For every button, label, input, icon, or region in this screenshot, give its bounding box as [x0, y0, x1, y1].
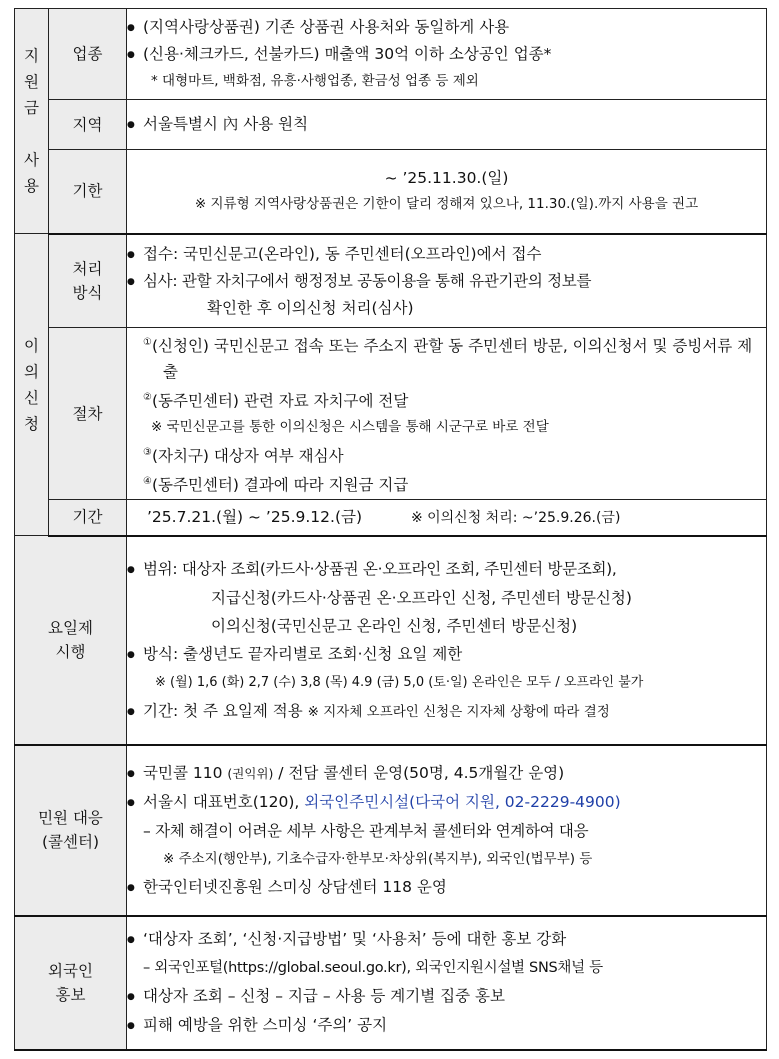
- cell-complaint: [127, 745, 767, 916]
- weekday-method-note: ※ (월) 1,6 (화) 2,7 (수) 3,8 (목) 4.9 (금) 5,0 (토·일) 온라인은 모두 / 오프라인 불가: [155, 674, 644, 690]
- section-label-objection: 이 의 신 청: [15, 234, 49, 536]
- row-processing: [15, 234, 767, 328]
- procedure-step-2-note: ※ 국민신문고를 통한 이의신청은 시스템을 통해 시군구로 바로 전달: [151, 418, 549, 435]
- step-4-number: ④: [143, 475, 152, 487]
- procedure-step-1: [127, 330, 766, 385]
- weekday-scope-line-2: 지급신청(카드사·상품권 온·오프라인 신청, 주민센터 방문신청): [211, 588, 632, 607]
- step-1-number: ①: [143, 336, 152, 348]
- row-procedure: [15, 328, 767, 500]
- row-region: [15, 100, 767, 150]
- section-label-foreigner: 외국인 홍보: [15, 916, 127, 1050]
- row-foreigner: [15, 916, 767, 1050]
- procedure-step-3: [127, 440, 766, 469]
- weekday-scope-line-3: 이의신청(국민신문고 온라인 신청, 주민센터 방문신청): [211, 616, 578, 635]
- label-processing: 처리 방식: [49, 234, 127, 328]
- period-value: ’25.7.21.(월) ~ ’25.9.12.(금): [147, 507, 363, 526]
- complaint-item-2-a: 서울시 대표번호(120),: [143, 792, 300, 811]
- label-region: 지역: [49, 100, 127, 150]
- step-3-text: (자치구) 대상자 여부 재심사: [151, 446, 344, 465]
- weekday-scope: ● 범위: 대상자 조회(카드사·상품권 온·오프라인 조회, 주민센터 방문조회),: [127, 555, 766, 584]
- cell-processing: [127, 234, 767, 328]
- processing-item-1: ● 접수: 국민신문고(온라인), 동 주민센터(오프라인)에서 접수: [127, 241, 766, 268]
- cell-period: [127, 500, 767, 536]
- deadline-value: ~ ’25.11.30.(일): [384, 169, 509, 188]
- label-period: 기간: [49, 500, 127, 536]
- complaint-item-1: [127, 759, 766, 788]
- complaint-item-1-small: (권익위): [227, 765, 274, 781]
- row-industry: [15, 9, 767, 100]
- info-table: [14, 8, 767, 1051]
- procedure-step-4: [127, 469, 766, 498]
- complaint-item-2-blue: 외국인주민시설(다국어 지원, 02-2229-4900): [304, 792, 621, 811]
- section-label-weekday: 요일제 시행: [15, 536, 127, 745]
- foreigner-item-1: ● ‘대상자 조회’, ‘신청·지급방법’ 및 ‘사용처’ 등에 대한 홍보 강화: [127, 925, 766, 954]
- label-procedure: 절차: [49, 328, 127, 500]
- industry-note: * 대형마트, 백화점, 유흥·사행업종, 환금성 업종 등 제외: [151, 73, 479, 89]
- complaint-item-3: ● 한국인터넷진흥원 스미싱 상담센터 118 운영: [127, 873, 766, 902]
- industry-item-1: ● (지역사랑상품권) 기존 상품권 사용처와 동일하게 사용: [127, 14, 766, 41]
- row-period: [15, 500, 767, 536]
- cell-region: [127, 100, 767, 150]
- cell-weekday: [127, 536, 767, 745]
- weekday-period-text: 기간: 첫 주 요일제 적용: [143, 701, 303, 720]
- step-2-number: ②: [143, 391, 152, 403]
- processing-item-2: ● 심사: 관할 자치구에서 행정정보 공동이용을 통해 유관기관의 정보를: [127, 268, 766, 295]
- industry-item-2: ● (신용·체크카드, 선불카드) 매출액 30억 이하 소상공인 업종*: [127, 41, 766, 68]
- step-1-text: (신청인) 국민신문고 접속 또는 주소지 관할 동 주민센터 방문, 이의신청서 및 증빙서류 제출: [151, 336, 753, 381]
- cell-procedure: [127, 328, 767, 500]
- step-4-text: (동주민센터) 결과에 따라 지원금 지급: [151, 475, 409, 494]
- foreigner-item-2: ● 대상자 조회 – 신청 – 지급 – 사용 등 계기별 집중 홍보: [127, 982, 766, 1011]
- processing-item-2-cont: 확인한 후 이의신청 처리(심사): [207, 298, 414, 317]
- step-2-text: (동주민센터) 관련 자료 자치구에 전달: [151, 391, 409, 410]
- complaint-item-1-a: 국민콜 110: [143, 763, 223, 782]
- row-weekday: [15, 536, 767, 745]
- period-note: ※ 이의신청 처리: ~’25.9.26.(금): [410, 509, 621, 526]
- row-deadline: [15, 150, 767, 234]
- row-complaint: [15, 745, 767, 916]
- complaint-item-2: [127, 788, 766, 817]
- foreigner-item-1-dash: – 외국인포털(https://global.seoul.go.kr), 외국인지원시설별 SNS채널 등: [143, 960, 603, 976]
- section-label-support-usage: 지 원 금 사 용: [15, 9, 49, 234]
- weekday-method: ● 방식: 출생년도 끝자리별로 조회·신청 요일 제한: [127, 640, 766, 669]
- procedure-step-2: [127, 385, 766, 414]
- step-3-number: ③: [143, 446, 152, 458]
- label-deadline: 기한: [49, 150, 127, 234]
- label-industry: 업종: [49, 9, 127, 100]
- complaint-item-2-dash: – 자체 해결이 어려운 세부 사항은 관계부처 콜센터와 연계하여 대응: [143, 821, 589, 840]
- weekday-period-note: ※ 지자체 오프라인 신청은 지자체 상황에 따라 결정: [307, 703, 610, 720]
- section-label-complaint: 민원 대응 (콜센터): [15, 745, 127, 916]
- region-item: ● 서울특별시 內 사용 원칙: [127, 111, 766, 138]
- cell-deadline: [127, 150, 767, 234]
- weekday-period: [127, 697, 766, 726]
- complaint-item-2-note: ※ 주소지(행안부), 기초수급자·한부모·차상위(복지부), 외국인(법무부) 등: [163, 850, 593, 867]
- complaint-item-1-b: / 전담 콜센터 운영(50명, 4.5개월간 운영): [278, 763, 565, 782]
- foreigner-item-3: ● 피해 예방을 위한 스미싱 ‘주의’ 공지: [127, 1011, 766, 1040]
- deadline-note: ※ 지류형 지역사랑상품권은 기한이 달리 정해져 있으나, 11.30.(일).까지 사용을 권고: [194, 196, 699, 213]
- cell-foreigner: [127, 916, 767, 1050]
- cell-industry: [127, 9, 767, 100]
